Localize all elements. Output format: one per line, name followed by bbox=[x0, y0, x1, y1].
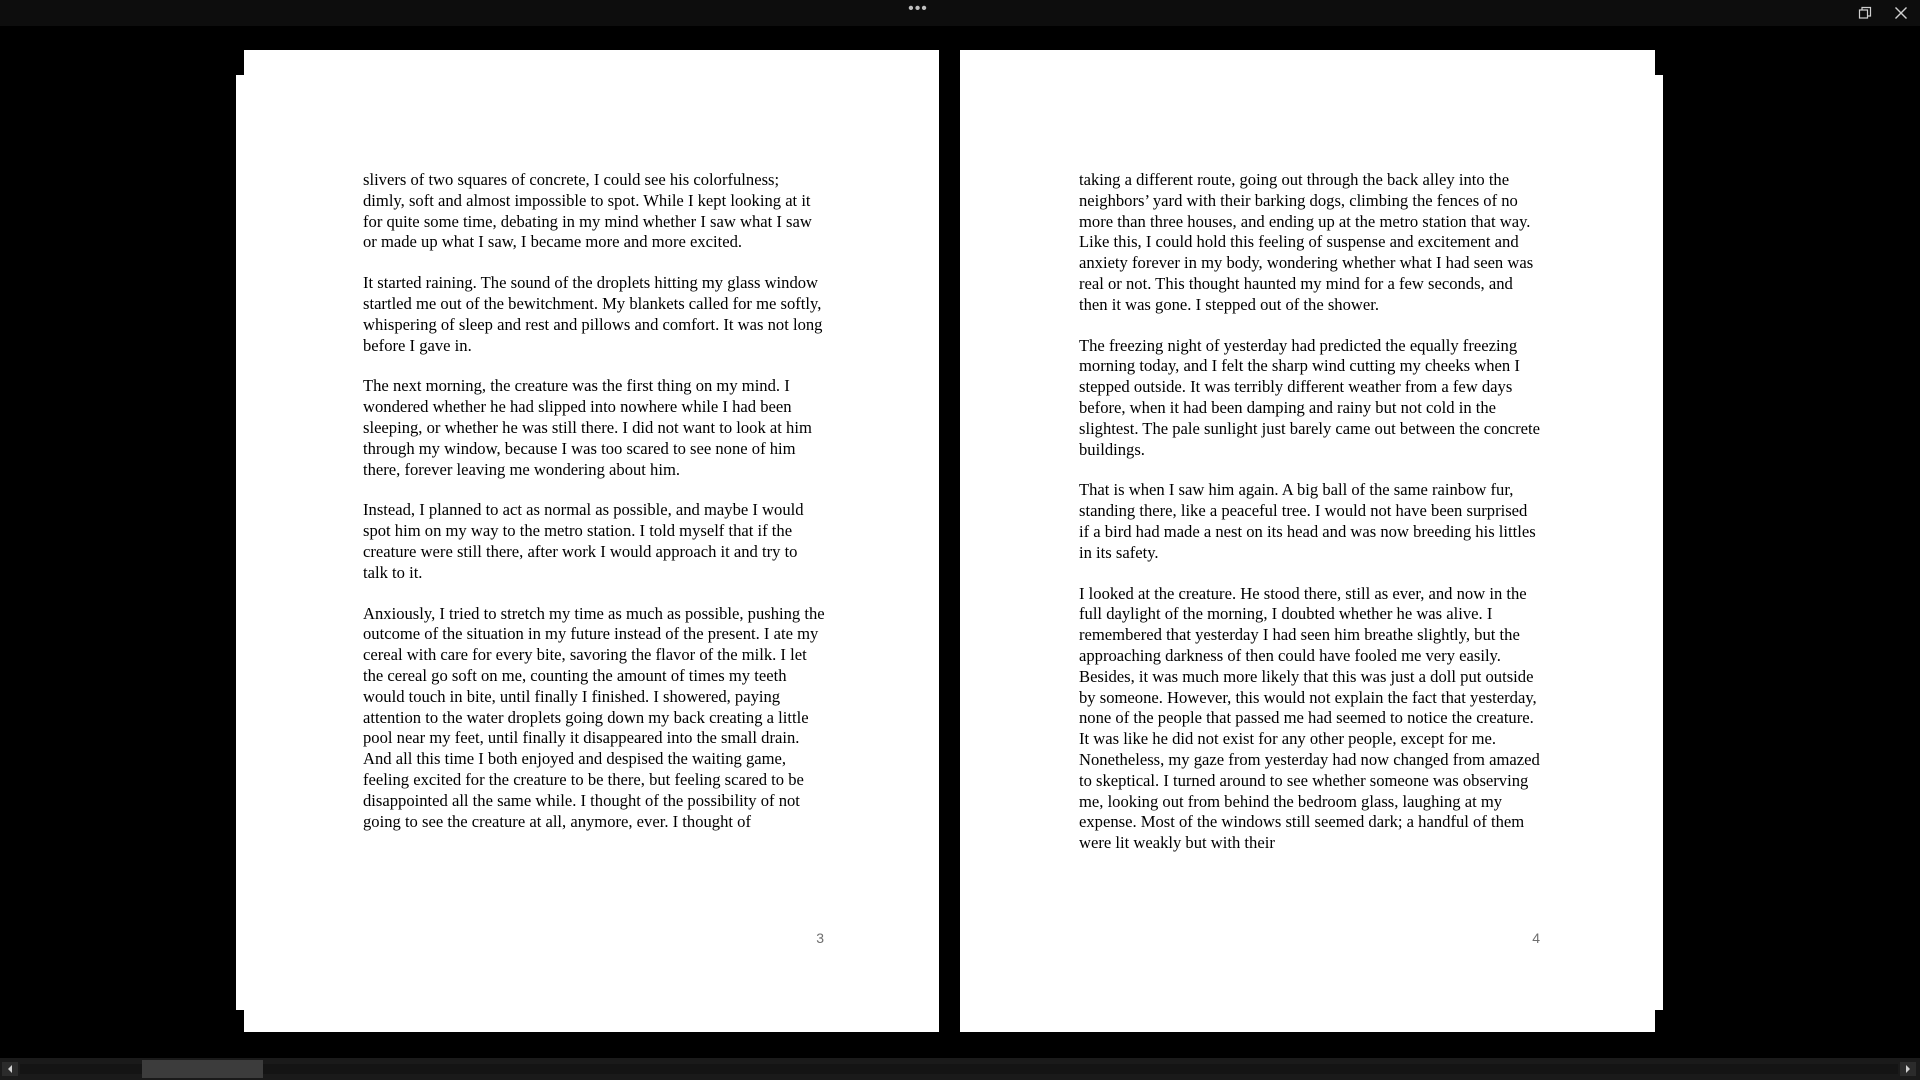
book-page-4 bbox=[960, 50, 1655, 1032]
scroll-left-icon bbox=[6, 1064, 14, 1074]
page-number: 4 bbox=[1532, 930, 1540, 946]
paragraph: Instead, I planned to act as normal as possible, and maybe I would spot him on my way to the metro station. I told myself that if the creature were still there, after work I would approach it and try to talk to it. bbox=[363, 500, 804, 582]
scroll-right-icon bbox=[1904, 1064, 1912, 1074]
title-bar bbox=[0, 0, 1920, 26]
paragraph: The next morning, the creature was the first thing on my mind. I wondered whether he had slipped into nowhere while I had been sleeping, or whether he was still there. I did not want to look at him through my window, because I was too scared to see none of him there, forever leaving me wondering about him. bbox=[363, 376, 812, 479]
restore-button[interactable] bbox=[1847, 0, 1883, 26]
restore-icon bbox=[1858, 6, 1872, 20]
paragraph: The freezing night of yesterday had predicted the equally freezing morning today, and I felt the sharp wind cutting my cheeks when I stepped outside. It was terribly different weather from a few days before, when it had been damping and rainy but not cold in the slightest. The pale sunlight just barely came out between the concrete buildings. bbox=[1079, 335, 1540, 459]
horizontal-scrollbar[interactable] bbox=[0, 1058, 1920, 1080]
close-icon bbox=[1894, 6, 1908, 20]
paragraph: taking a different route, going out through the back alley into the neighbors’ yard with their barking dogs, climbing the fences of no more than three houses, and ending up at the metro station that way. Like this, I could hold this feeling of suspense and excitement and anxiety forever in my body, wondering whether what I had seen was real or not. This thought haunted my mind for a few seconds, and then it was gone. I stepped out of the shower. bbox=[1079, 170, 1534, 314]
paragraph: It started raining. The sound of the droplets hitting my glass window startled me out of the bewitchment. My blankets called for me softly, whispering of sleep and rest and pillows and comfort. It was not long before I gave in. bbox=[363, 273, 823, 355]
scroll-track[interactable] bbox=[20, 1064, 1898, 1074]
scroll-right-button[interactable] bbox=[1900, 1062, 1916, 1076]
more-options-icon[interactable]: ••• bbox=[908, 0, 928, 17]
page-number: 3 bbox=[816, 930, 824, 946]
paragraph: Anxiously, I tried to stretch my time as much as possible, pushing the outcome of the situation in my future instead of the present. I ate my cereal with care for every bite, savoring the flavor of the milk. I let the cereal go soft on me, counting the amount of times my teeth would touch in bite, until finally I finished. I showered, paying attention to the water droplets going down my back creating a little pool near my feet, until finally it disappeared into the small drain. And all this time I both enjoyed and despised the waiting game, feeling excited for the creature to be there, but feeling scared to be disappointed all the same while. I thought of the possibility of not going to see the creature at all, anymore, ever. I thought of bbox=[363, 603, 825, 831]
page-text bbox=[363, 170, 825, 852]
paragraph: slivers of two squares of concrete, I could see his colorfulness; dimly, soft and almost impossible to spot. While I kept looking at it for quite some time, debating in my mind whether I saw what I saw or made up what I saw, I became more and more excited. bbox=[363, 170, 812, 252]
book-page-3 bbox=[244, 50, 939, 1032]
close-button[interactable] bbox=[1883, 0, 1919, 26]
page-text bbox=[1079, 170, 1541, 874]
paragraph: That is when I saw him again. A big ball of the same rainbow fur, standing there, like a peaceful tree. I would not have been surprised if a bird had made a nest on its head and was now breeding his littles in its safety. bbox=[1079, 480, 1536, 562]
scroll-thumb[interactable] bbox=[142, 1060, 263, 1078]
paragraph: I looked at the creature. He stood there, still as ever, and now in the full daylight of the morning, I doubted whether he was alive. I remembered that yesterday I had seen him breathe slightly, but the approaching darkness of then could have fooled me very easily. Besides, it was much more likely that this was just a doll put outside by someone. However, this would not explain the fact that yesterday, none of the people that passed me had seemed to notice the creature. It was like he did not exist for any other people, except for me. Nonetheless, my gaze from yesterday had now changed from amazed to skeptical. I turned around to see whether someone was observing me, looking out from behind the bedroom glass, laughing at my expense. Most of the windows still seemed dark; a handful of them were lit weakly but with their bbox=[1079, 583, 1540, 853]
scroll-left-button[interactable] bbox=[2, 1062, 18, 1076]
